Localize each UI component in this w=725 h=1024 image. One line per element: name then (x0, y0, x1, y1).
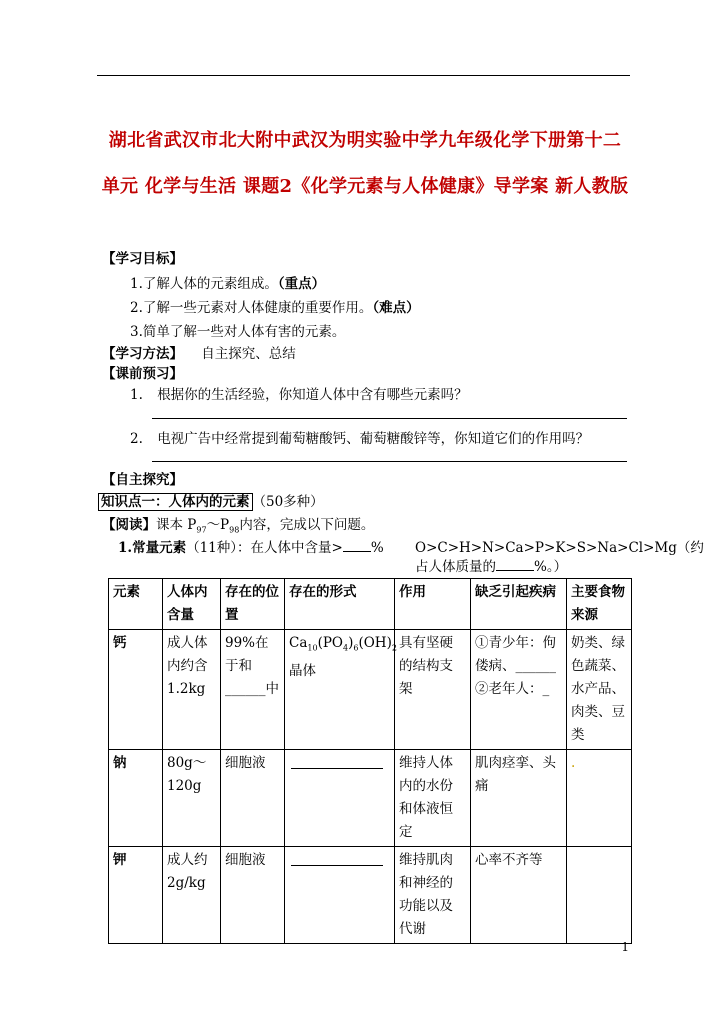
table-header: 缺乏引起疾病 (471, 579, 567, 630)
cell-form (285, 847, 395, 944)
goal-item (130, 296, 420, 316)
table-header: 存在的形式 (285, 579, 395, 630)
major-elements-line (118, 536, 384, 556)
preview-num: 2. (130, 431, 143, 447)
formula-part: 晶体 (289, 662, 316, 679)
preview-num: 1. (130, 387, 143, 403)
method-text: 自主探究、总结 (201, 346, 296, 362)
major-elements-text: （11种）：在人体中含量> (186, 540, 343, 556)
major-elements-label: 1.常量元素 (118, 540, 187, 556)
order-text: 占人体质量的 (415, 559, 496, 575)
cell-disease: 肌肉痉挛、头痛 (471, 750, 567, 847)
cell-food: 奶类、绿色蔬菜、水产品、肉类、豆类 (567, 630, 632, 750)
table-header: 主要食物来源 (567, 579, 632, 630)
cell-form (285, 630, 395, 750)
formula-part: Ca (289, 635, 308, 651)
blank (291, 768, 383, 769)
element-order-line2 (415, 555, 567, 575)
cell-element: 钙 (109, 630, 163, 750)
preview-text: 电视广告中经常提到葡萄糖酸钙、葡萄糖酸锌等，你知道它们的作用吗？ (157, 431, 590, 447)
knowledge-point-title: 知识点一：人体内的元素 (98, 493, 253, 511)
table-row (109, 630, 632, 750)
reading-line (102, 513, 374, 535)
cell-food: . (567, 750, 632, 847)
goal-note: （难点） (372, 300, 420, 316)
major-elements-pct: % (370, 540, 384, 556)
formula-sub: 10 (307, 643, 318, 653)
knowledge-point-note: （50多种） (252, 494, 324, 510)
element-table (108, 578, 632, 944)
page-number: 1 (621, 940, 629, 954)
preview-item (130, 383, 468, 403)
reading-text: ～P (206, 517, 230, 533)
goal-item (130, 320, 345, 340)
preview-heading: 【课前预习】 (102, 366, 183, 382)
cell-position: 细胞液 (221, 750, 285, 847)
blank (496, 556, 534, 571)
cell-element: 钠 (109, 750, 163, 847)
element-order: O>C>H>N>Ca>P>K>S>Na>Cl>Mg（约 (415, 540, 704, 556)
formula-part: ) (348, 635, 354, 651)
reading-text: 课本 P (156, 517, 197, 533)
table-header: 人体内含量 (163, 579, 221, 630)
disease-line: ①青少年：佝偻病、______ (475, 635, 556, 674)
formula-sub: 4 (343, 643, 349, 653)
method-heading: 【学习方法】 (102, 346, 183, 362)
explore-heading: 【自主探究】 (102, 472, 183, 488)
goal-note: （重点） (277, 276, 326, 292)
formula-part: (OH) (358, 635, 392, 651)
formula-sub: 2 (391, 643, 397, 653)
cell-position: 99%在于和______中 (221, 630, 285, 750)
reading-page-end: 98 (229, 525, 240, 535)
formula-part: (PO (317, 635, 343, 651)
cell-form (285, 750, 395, 847)
reading-heading: 【阅读】 (102, 517, 156, 533)
cell-function: 维持肌肉和神经的功能以及代谢 (395, 847, 471, 944)
table-row (109, 847, 632, 944)
order-text: %。） (534, 559, 568, 575)
table-header: 存在的位置 (221, 579, 285, 630)
preview-item (130, 427, 589, 447)
blank (343, 537, 371, 552)
cell-element: 钾 (109, 847, 163, 944)
cell-function: 维持人体内的水份和体液恒定 (395, 750, 471, 847)
cell-food (567, 847, 632, 944)
answer-line (152, 418, 627, 419)
cell-disease (471, 630, 567, 750)
header-rule (97, 75, 630, 76)
method-line (102, 342, 296, 362)
goals-heading: 【学习目标】 (102, 251, 183, 267)
table-row (109, 750, 632, 847)
table-header: 元素 (109, 579, 163, 630)
goal-item (130, 272, 325, 292)
answer-line (152, 461, 627, 462)
cell-content: 成人体内约含1.2kg (163, 630, 221, 750)
formula-sub: 6 (353, 643, 359, 653)
document-title: 湖北省武汉市北大附中武汉为明实验中学九年级化学下册第十二单元 化学与生活 课题2《化学元素与人体健康》导学案 新人教版 (101, 130, 629, 197)
reading-text: 内容，完成以下问题。 (239, 517, 375, 533)
preview-text: 根据你的生活经验，你知道人体中含有哪些元素吗？ (157, 387, 468, 403)
cell-content: 成人约2g/kg (163, 847, 221, 944)
goal-text: 2.了解一些元素对人体健康的重要作用。 (130, 300, 373, 316)
goal-text: 1.了解人体的元素组成。 (130, 276, 278, 292)
cell-content: 80g～120g (163, 750, 221, 847)
disease-line: ②老年人：_ (475, 681, 550, 697)
table-header: 作用 (395, 579, 471, 630)
cell-position: 细胞液 (221, 847, 285, 944)
blank (291, 865, 383, 866)
goal-text: 3.简单了解一些对人体有害的元素。 (130, 324, 346, 340)
knowledge-point-line (98, 490, 324, 510)
reading-page-start: 97 (196, 525, 207, 535)
cell-function: 具有坚硬的结构支架 (395, 630, 471, 750)
table-header-row (109, 579, 632, 630)
cell-disease: 心率不齐等 (471, 847, 567, 944)
